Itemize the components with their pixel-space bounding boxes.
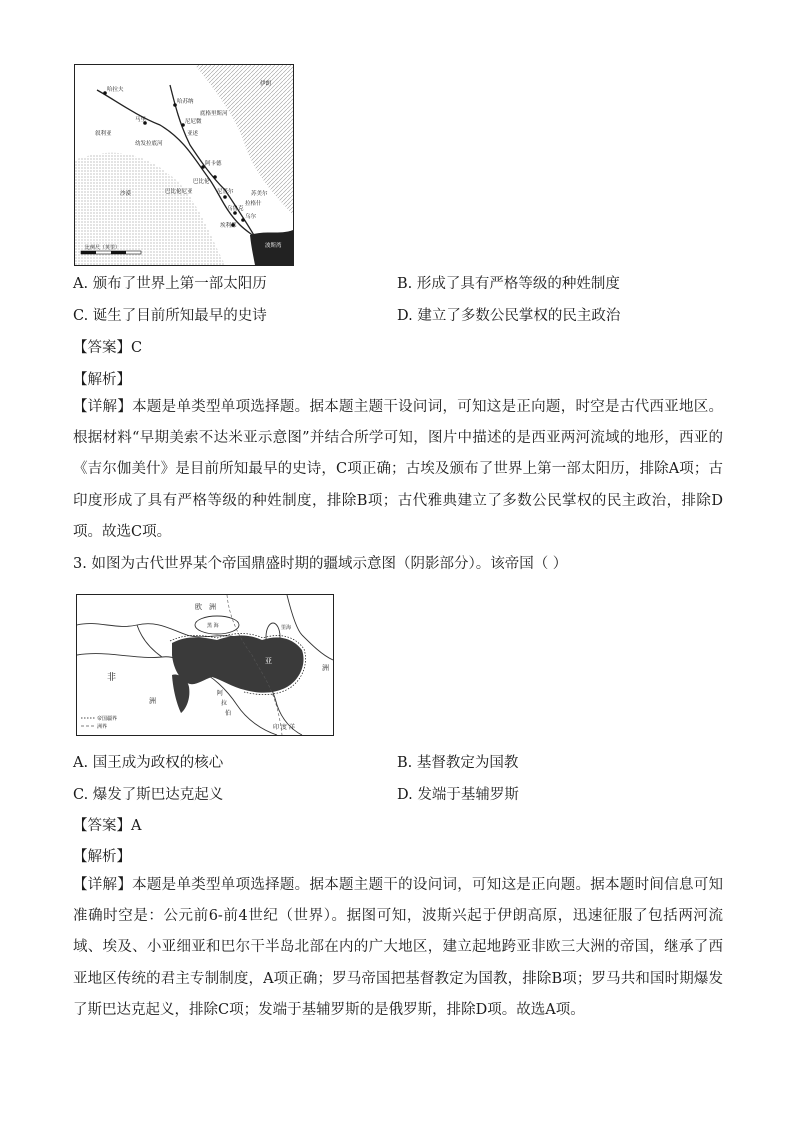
map1-label-lagash: 拉格什 — [245, 201, 262, 207]
map1-label-tigris: 底格里斯河 — [200, 111, 228, 117]
map2-label-europe-1: 欧 — [195, 603, 202, 611]
q3-option-c[interactable]: C. 爆发了斯巴达克起义 — [73, 787, 224, 803]
map1-label-uruk: 乌鲁克 — [227, 206, 244, 212]
map2-label-europe-2: 洲 — [209, 603, 216, 611]
map2-label-arabia-2: 拉 — [221, 700, 228, 707]
q2-analysis-label: 【解析】 — [73, 372, 131, 388]
q3-stem: 3. 如图为古代世界某个帝国鼎盛时期的疆域示意图（阴影部分）。该帝国（ ） — [73, 556, 568, 572]
map2-label-arabia-1: 阿 — [217, 690, 224, 697]
mesopotamia-map — [74, 64, 294, 266]
map1-label-iran: 伊朗 — [260, 81, 272, 87]
empire-map-drawing — [77, 595, 333, 735]
empire-map — [76, 594, 334, 736]
q3-answer: 【答案】A — [73, 818, 142, 834]
map2-label-asia-1: 亚 — [265, 657, 272, 665]
q2-option-c[interactable]: C. 诞生了目前所知最早的史诗 — [73, 308, 267, 324]
q3-option-a[interactable]: A. 国王成为政权的核心 — [73, 755, 224, 771]
map1-label-babylon: 巴比伦 — [193, 179, 210, 185]
map2-label-africa-1: 非 — [107, 673, 117, 683]
map1-label-hassuna: 哈苏纳 — [177, 99, 194, 105]
q2-option-a[interactable]: A. 颁布了世界上第一部太阳历 — [73, 276, 267, 292]
q2-option-b[interactable]: B. 形成了具有严格等级的种姓制度 — [397, 276, 620, 292]
map1-label-sumer: 苏美尔 — [251, 191, 268, 197]
map2-legend — [81, 715, 117, 730]
map2-legend-continent: 洲界 — [97, 724, 108, 730]
map2-label-asia-2: 洲 — [322, 664, 329, 672]
q3-analysis-label: 【解析】 — [73, 849, 131, 865]
map1-label-syria: 叙利亚 — [95, 131, 112, 137]
map1-label-assyria: 亚述 — [187, 131, 199, 137]
map1-label-babylonia: 巴比伦尼亚 — [165, 189, 193, 195]
map1-label-eridu: 埃利都 — [220, 223, 237, 229]
map1-scale-label: 比例尺（英里） — [85, 245, 121, 251]
q2-answer: 【答案】C — [73, 340, 143, 356]
q3-option-b[interactable]: B. 基督教定为国教 — [397, 755, 519, 771]
map1-label-halaf: 哈拉夫 — [107, 87, 124, 93]
q3-option-d[interactable]: D. 发端于基辅罗斯 — [397, 787, 519, 803]
mesopotamia-map-drawing — [75, 65, 293, 265]
map1-label-ur: 乌尔 — [245, 214, 257, 220]
map2-label-arabia-3: 伯 — [225, 710, 232, 717]
q2-option-d[interactable]: D. 建立了多数公民掌权的民主政治 — [397, 308, 621, 324]
map2-legend-empire: 帝国疆界 — [97, 716, 118, 722]
map1-label-gulf: 波斯湾 — [265, 243, 282, 249]
map1-label-akkad: 阿卡德 — [205, 161, 222, 167]
map1-label-desert: 沙漠 — [120, 191, 132, 197]
map2-label-black-sea: 黑 海 — [207, 623, 219, 629]
q3-detail: 【详解】本题是单类型单项选择题。据本题主题干的设问词，可知这是正向题。据本题时间信息可知准确时空是：公元前6-前4世纪（世界）。据图可知，波斯兴起于伊朗高原，迅速征服了包括两河流域、埃及、小亚细亚和巴尔干半岛北部在内的广大地区，建立起地跨亚非欧三大洲的帝国，继承了西亚地区传统的君主专制制度，A项正确；罗马帝国把基督教定为国教，排除B项；罗马共和国时期爆发了斯巴达克起义，排除C项；发端于基辅罗斯的是俄罗斯，排除D项。故选A项。 — [73, 877, 723, 1018]
map1-label-euphrates: 幼发拉底河 — [135, 141, 163, 147]
q2-detail: 【详解】本题是单类型单项选择题。据本题主题干设问词，可知这是正向题，时空是古代西亚地区。根据材料“早期美索不达米亚示意图”并结合所学可知，图片中描述的是西亚两河流域的地形，西亚的《吉尔伽美什》是目前所知最早的史诗，C项正确；古埃及颁布了世界上第一部太阳历，排除A项；古印度形成了具有严格等级的种姓制度，排除B项；古代雅典建立了多数公民掌权的民主政治，排除D项。故选C项。 — [73, 399, 723, 540]
map2-label-indian-ocean: 印 度 洋 — [273, 724, 295, 731]
map1-label-nippur: 尼普尔 — [217, 189, 234, 195]
map1-label-nineveh: 尼尼微 — [185, 119, 202, 125]
map1-label-mari: 马里 — [135, 117, 147, 123]
map2-label-caspian: 里海 — [281, 625, 292, 631]
map2-label-africa-2: 洲 — [149, 697, 156, 705]
